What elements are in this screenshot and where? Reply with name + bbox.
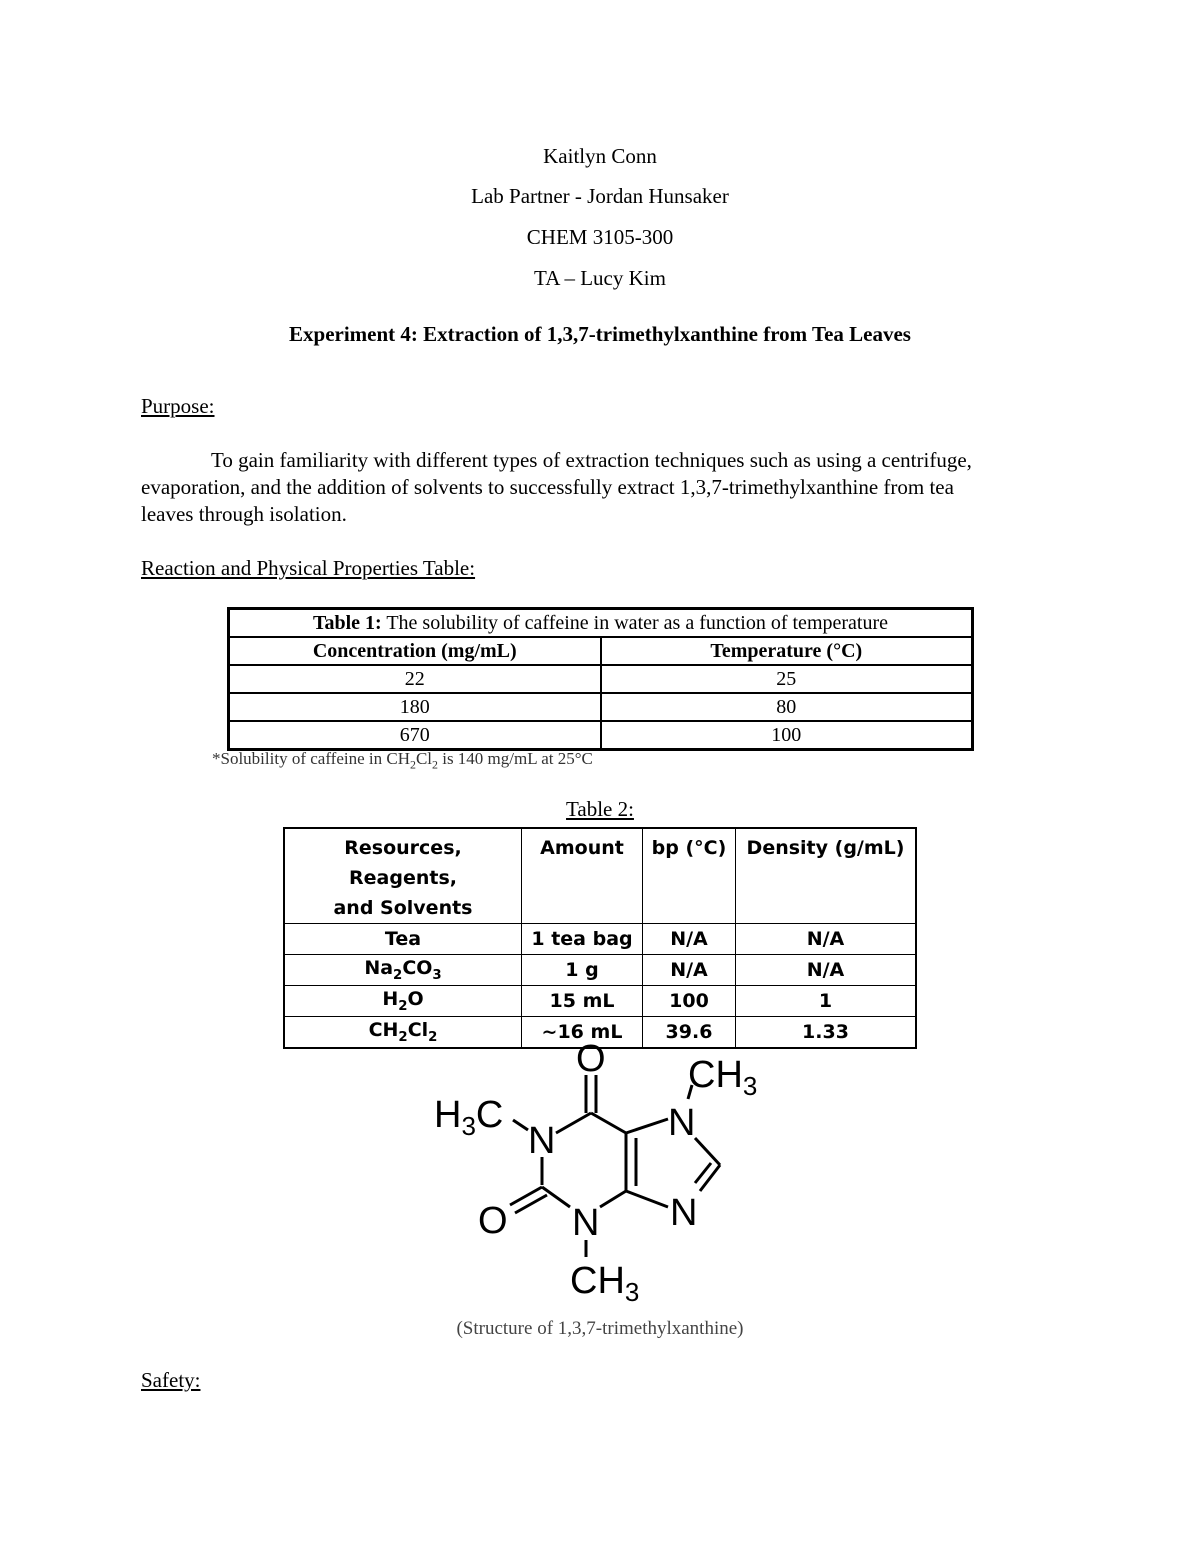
atom-label: O [576,1038,606,1080]
bond [695,1138,720,1165]
atom-label: N [670,1192,698,1234]
reagent-density: 1.33 [736,1017,917,1049]
page-title: Experiment 4: Extraction of 1,3,7-trimethylxanthine from Tea Leaves [289,322,911,346]
atom-label: N [668,1102,696,1144]
reagent-name: $CH_2Cl_2$ [284,1017,522,1049]
caffeine-structure-diagram [430,1035,770,1305]
reagent-amount: 1 tea bag [522,924,643,955]
reagent-amount: 15 mL [522,986,643,1017]
bond [515,1195,547,1213]
purpose-heading: Purpose: [141,394,215,418]
bond [626,1119,668,1133]
column-header-concentration: Concentration (mg/mL) [229,637,601,665]
column-header-amount: Amount [522,828,643,924]
bond [600,1191,626,1207]
reagent-density: N/A [736,924,917,955]
reagent-bp: 39.6 [643,1017,736,1049]
safety-heading: Safety: [141,1368,201,1392]
reagent-amount: ~16 mL [522,1017,643,1049]
table1-caption [229,609,973,638]
note-subscript: 2 [432,757,438,772]
atom-label: $H_3C$ [434,1094,504,1141]
note-subscript: 2 [410,757,416,772]
reagent-name: Tea [284,924,522,955]
note-mid: Cl [415,749,433,768]
table-header-row [284,828,916,924]
note-prefix: *Solubility of caffeine in CH [212,749,410,768]
atom-label: N [572,1202,600,1244]
atom-label: $CH_3$ [570,1260,640,1305]
table-row [229,665,973,693]
table-cell: 80 [601,693,973,721]
reagent-name: $Na_2CO_3$ [284,955,522,986]
table2-caption: Table 2: [566,797,634,821]
reagent-bp: 100 [643,986,736,1017]
table-row [284,986,916,1017]
table-row [229,721,973,750]
bond [591,1113,626,1133]
bond [513,1120,528,1130]
course-code: CHEM 3105-300 [526,225,674,249]
table-row [284,924,916,955]
atom-label: N [528,1120,556,1162]
solubility-table [227,607,974,751]
reagent-bp: N/A [643,955,736,986]
bond [556,1113,591,1133]
reagents-table [283,827,917,1049]
properties-heading: Reaction and Physical Properties Table: [141,556,476,580]
bond [510,1187,542,1205]
atom-label: $CH_3$ [688,1054,758,1101]
column-header-resources [284,828,522,924]
table-cell: 180 [229,693,601,721]
reagent-density: N/A [736,955,917,986]
purpose-text: To gain familiarity with different types of extraction techniques such as using a centrifuge, evaporation, and the addition of solvents to successfully extract 1,3,7-trimethylxanthine from tea leaves through isolation. [141,448,972,526]
solubility-note [212,749,593,772]
reagent-density: 1 [736,986,917,1017]
column-header-temperature: Temperature (°C) [601,637,973,665]
table-cell: 100 [601,721,973,750]
table-header-row [229,637,973,665]
column-header-bp: bp (°C) [643,828,736,924]
table-cell: 670 [229,721,601,750]
column-header-density: Density (g/mL) [736,828,917,924]
bond [626,1191,668,1207]
table1-caption-label: Table 1: [312,612,382,634]
reagent-bp: N/A [643,924,736,955]
bond [700,1165,720,1191]
structure-caption: (Structure of 1,3,7-trimethylxanthine) [456,1318,744,1339]
reagent-amount: 1 g [522,955,643,986]
table-row [229,693,973,721]
table-cell: 22 [229,665,601,693]
table-row [284,955,916,986]
table1-caption-text: The solubility of caffeine in water as a function of temperature [381,612,889,634]
table-cell: 25 [601,665,973,693]
column-header-line: Resources, Reagents, [344,837,462,889]
note-suffix: is 140 mg/mL at 25°C [437,749,593,768]
author-name: Kaitlyn Conn [543,144,657,168]
atom-label: O [478,1200,508,1242]
lab-partner: Lab Partner - Jordan Hunsaker [471,184,729,208]
column-header-line: and Solvents [333,897,473,919]
structure-atoms [434,1038,757,1305]
reagent-name: $H_2O$ [284,986,522,1017]
table-caption-row [229,609,973,638]
teaching-assistant: TA – Lucy Kim [534,266,666,290]
